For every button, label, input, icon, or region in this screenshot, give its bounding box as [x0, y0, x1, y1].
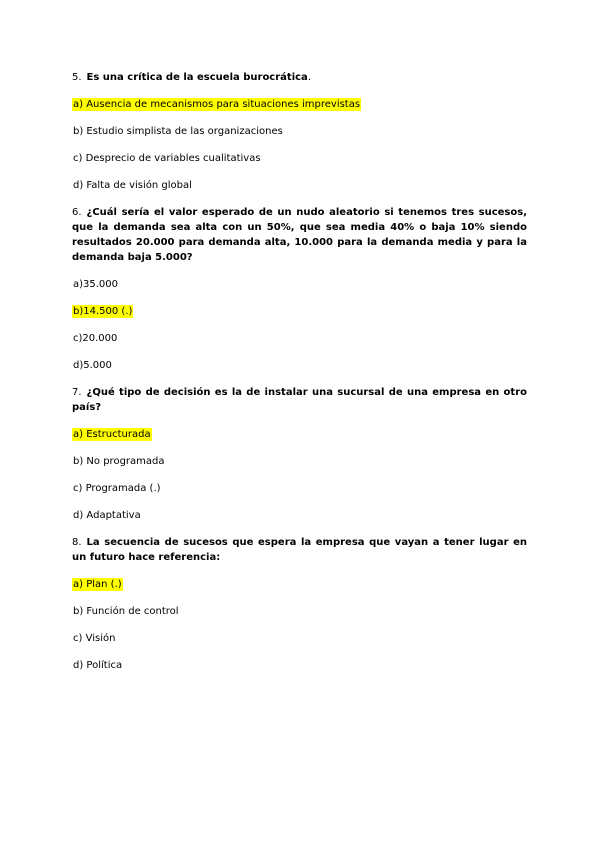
question-text: La secuencia de sucesos que espera la empresa que vayan a tener lugar en un futuro hace referencia: [72, 537, 527, 563]
option-label: c) Desprecio de variables cualitativas [73, 153, 261, 164]
question-number: 7. [72, 387, 82, 398]
question-block-6 [72, 205, 527, 373]
option-6a [72, 277, 527, 292]
question-5 [72, 70, 527, 85]
option-8b [72, 604, 527, 619]
question-text: ¿Qué tipo de decisión es la de instalar una sucursal de una empresa en otro país? [72, 387, 527, 413]
question-block-5 [72, 70, 527, 193]
question-number: 5. [72, 72, 82, 83]
question-text: Es una crítica de la escuela burocrática [86, 72, 308, 83]
option-5b [72, 124, 527, 139]
question-list [72, 70, 527, 685]
option-7c [72, 481, 527, 496]
option-label: d) Política [73, 660, 123, 671]
option-label: a)35.000 [73, 279, 119, 290]
option-5c [72, 151, 527, 166]
option-7d [72, 508, 527, 523]
option-label: d)5.000 [73, 360, 112, 371]
option-label: a) Plan (.) [73, 579, 122, 590]
option-8a [72, 577, 527, 592]
option-label: d) Falta de visión global [73, 180, 192, 191]
option-6b [72, 304, 527, 319]
option-label: b) No programada [73, 456, 165, 467]
question-number: 8. [72, 537, 82, 548]
option-8d [72, 658, 527, 673]
option-6c [72, 331, 527, 346]
question-text: ¿Cuál sería el valor esperado de un nudo aleatorio si tenemos tres sucesos, que la demanda sea alta con un 50%, que sea media 40% o baja 10% siendo resultados 20.000 para demanda alta, 10.000 para la demanda media y para la demanda baja 5.000? [72, 207, 527, 263]
option-7a [72, 427, 527, 442]
question-6 [72, 205, 527, 265]
question-tail: . [307, 72, 311, 83]
option-label: a) Ausencia de mecanismos para situaciones imprevistas [73, 99, 361, 110]
question-8 [72, 535, 527, 565]
option-8c [72, 631, 527, 646]
option-label: c)20.000 [73, 333, 118, 344]
option-5a [72, 97, 527, 112]
option-label: a) Estructurada [73, 429, 151, 440]
option-label: b)14.500 (.) [73, 306, 133, 317]
option-6d [72, 358, 527, 373]
option-7b [72, 454, 527, 469]
question-7 [72, 385, 527, 415]
question-number: 6. [72, 207, 82, 218]
option-label: b) Estudio simplista de las organizaciones [73, 126, 283, 137]
option-label: b) Función de control [73, 606, 179, 617]
option-label: c) Programada (.) [73, 483, 161, 494]
question-block-7 [72, 385, 527, 523]
question-block-8 [72, 535, 527, 673]
option-label: d) Adaptativa [73, 510, 141, 521]
option-5d [72, 178, 527, 193]
option-label: c) Visión [73, 633, 116, 644]
